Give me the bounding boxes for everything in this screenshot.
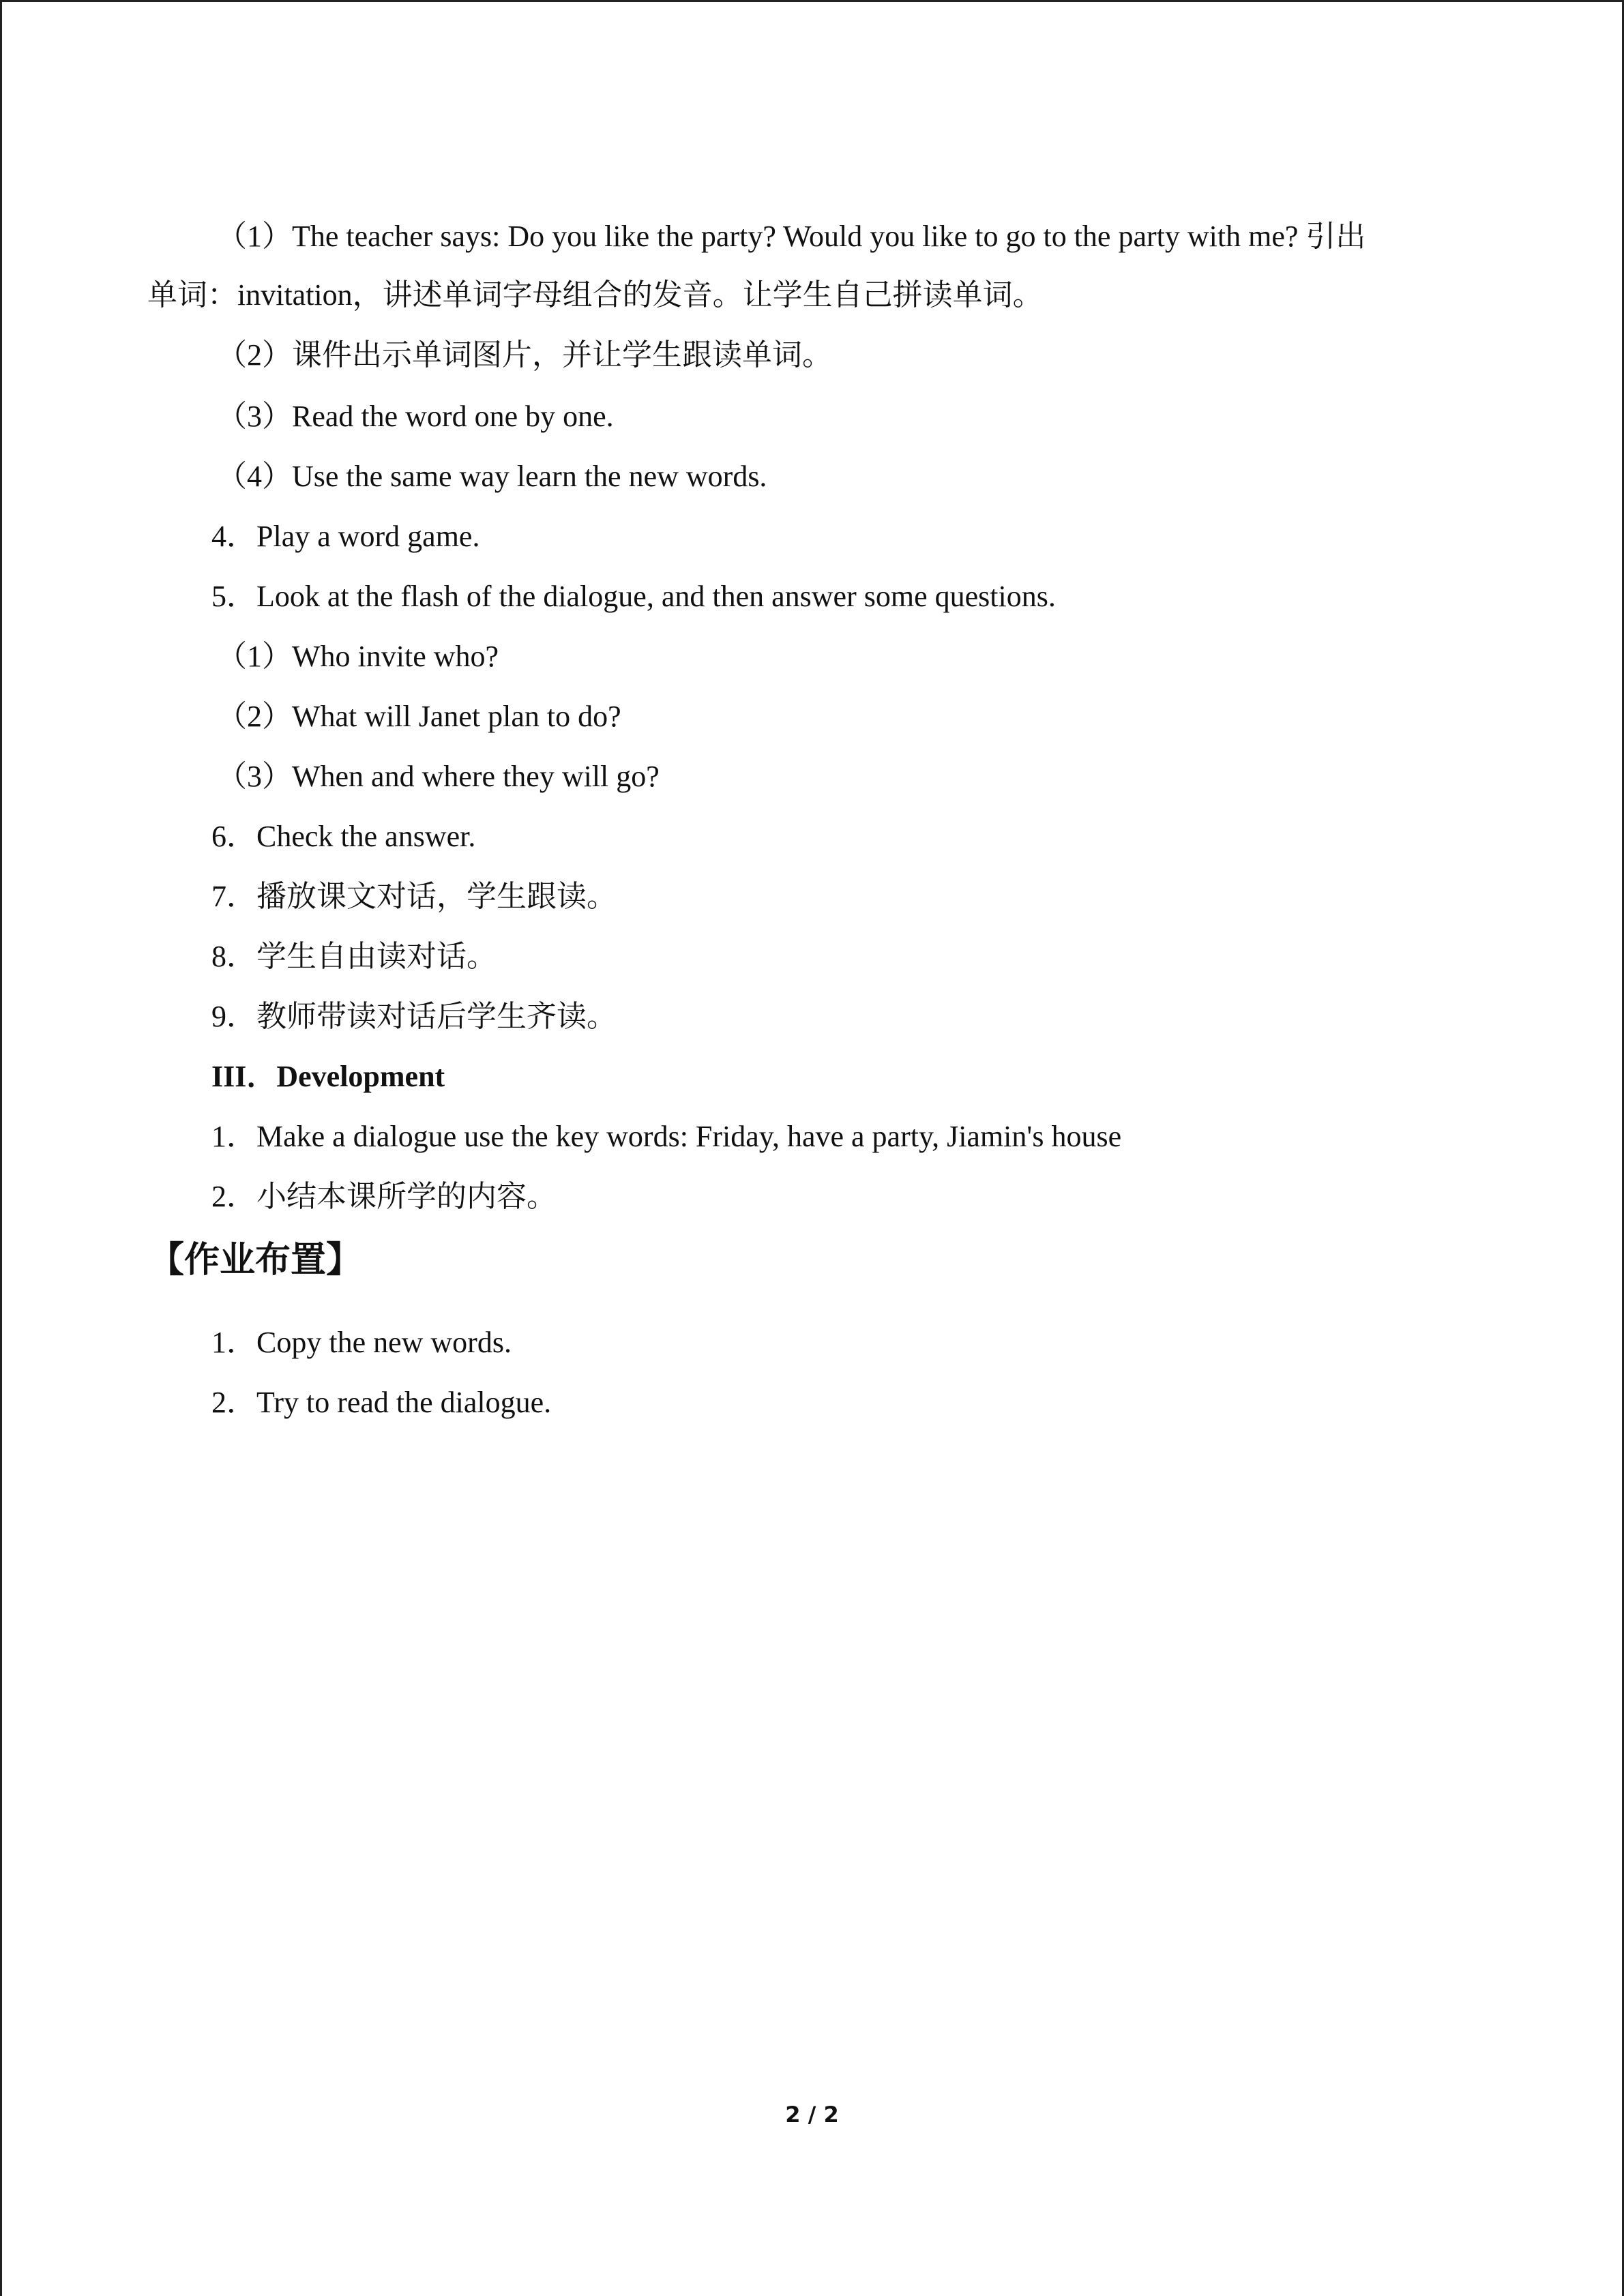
list-item-7: 7．播放课文对话，学生跟读。 bbox=[211, 880, 617, 913]
development-heading: III．Development bbox=[211, 1060, 445, 1093]
development-item-2: 2．小结本课所学的内容。 bbox=[211, 1180, 557, 1213]
paragraph-3: （3）Read the word one by one. bbox=[217, 400, 614, 433]
paragraph-1-line-2: 单词：invitation，讲述单词字母组合的发音。让学生自己拼读单词。 bbox=[147, 278, 1043, 312]
list-item-4: 4．Play a word game. bbox=[211, 520, 480, 553]
paragraph-4: （4）Use the same way learn the new words. bbox=[217, 460, 767, 493]
paragraph-1-line-1: （1）The teacher says: Do you like the party? Would you like to go to the party with me? 引出 bbox=[217, 220, 1366, 253]
homework-item-2: 2．Try to read the dialogue. bbox=[211, 1386, 552, 1419]
list-item-8: 8．学生自由读对话。 bbox=[211, 940, 497, 973]
question-3: （3）When and where they will go? bbox=[217, 760, 660, 793]
list-item-6: 6．Check the answer. bbox=[211, 820, 476, 853]
list-item-5: 5．Look at the flash of the dialogue, and then answer some questions. bbox=[211, 580, 1056, 613]
homework-section-title: 【作业布置】 bbox=[149, 1240, 362, 1281]
paragraph-2: （2）课件出示单词图片，并让学生跟读单词。 bbox=[217, 338, 832, 372]
list-item-9: 9．教师带读对话后学生齐读。 bbox=[211, 1000, 617, 1033]
homework-item-1: 1．Copy the new words. bbox=[211, 1326, 512, 1359]
page-number: 2 / 2 bbox=[785, 2102, 839, 2128]
question-1: （1）Who invite who? bbox=[217, 640, 499, 673]
development-item-1: 1．Make a dialogue use the key words: Friday, have a party, Jiamin's house bbox=[211, 1120, 1122, 1153]
question-2: （2）What will Janet plan to do? bbox=[217, 700, 621, 733]
